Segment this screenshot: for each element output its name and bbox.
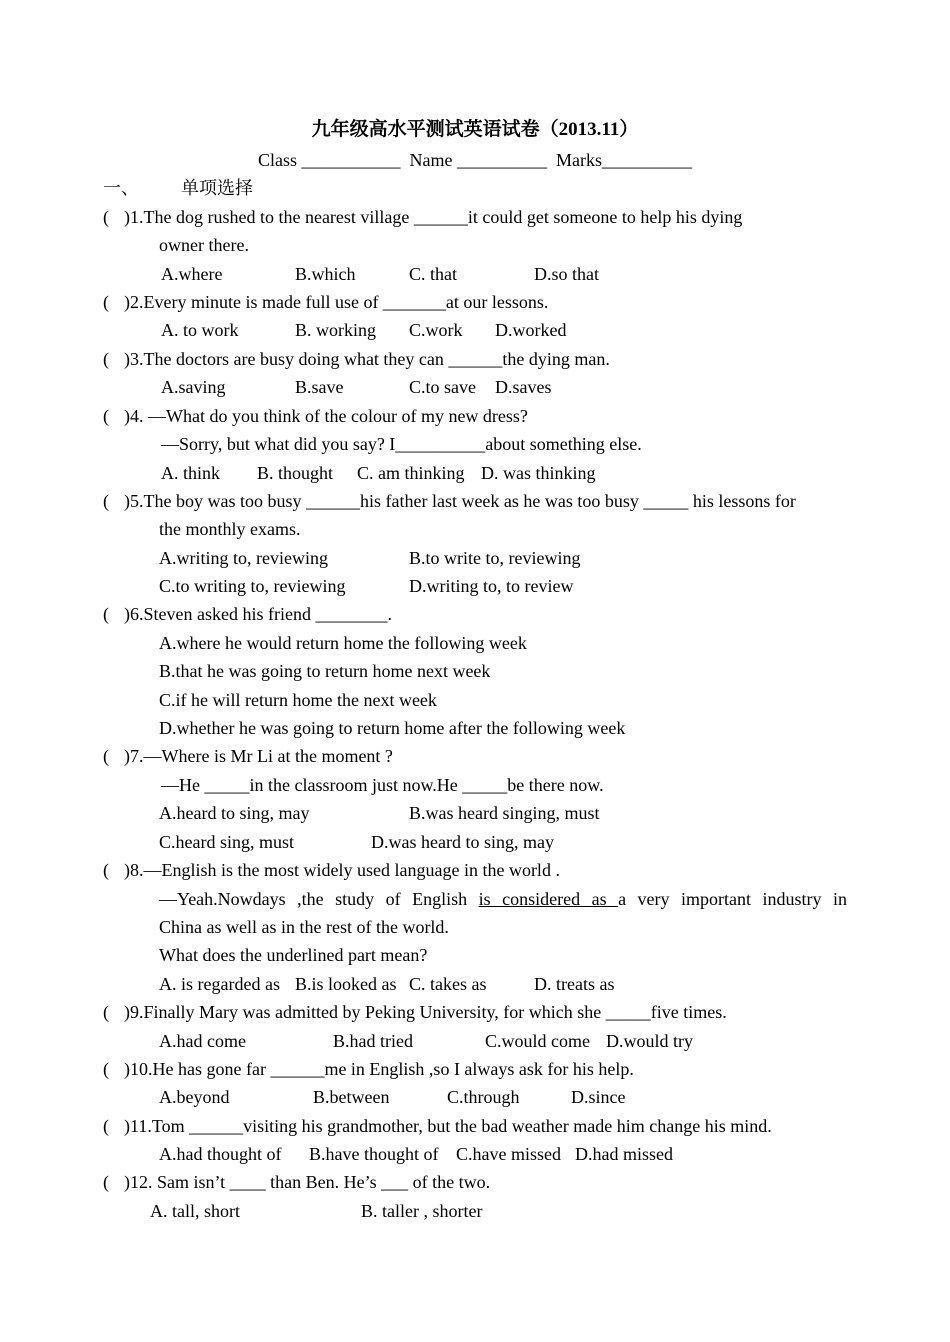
question-10-option-c: C.through bbox=[447, 1087, 520, 1107]
question-8-underlined-phrase: is considered as bbox=[478, 889, 619, 909]
question-2-option-b: B. working bbox=[295, 320, 376, 340]
answer-paren: ( bbox=[103, 207, 109, 227]
question-9-option-c: C.would come bbox=[485, 1031, 590, 1051]
question-6-option-d: D.whether he was going to return home after the following week bbox=[159, 718, 626, 738]
question-5-option-a: A.writing to, reviewing bbox=[159, 548, 328, 568]
question-1-option-d: D.so that bbox=[534, 264, 599, 284]
question-9-option-d: D.would try bbox=[606, 1031, 693, 1051]
question-2-option-a: A. to work bbox=[161, 320, 239, 340]
question-1-stem-cont: owner there. bbox=[159, 235, 249, 255]
question-8-option-d: D. treats as bbox=[534, 974, 615, 994]
question-5-option-b: B.to write to, reviewing bbox=[409, 548, 581, 568]
question-7-stem: )7.—Where is Mr Li at the moment ? bbox=[124, 746, 393, 766]
question-4-option-b: B. thought bbox=[257, 463, 334, 483]
question-8-dialog-post: a very important industry in bbox=[618, 889, 848, 909]
question-8-dialog-cont: China as well as in the rest of the world. bbox=[159, 917, 449, 937]
question-4-option-c: C. am thinking bbox=[357, 463, 465, 483]
question-8-dialog bbox=[159, 887, 847, 911]
answer-paren: ( bbox=[103, 491, 109, 511]
question-7-option-d: D.was heard to sing, may bbox=[371, 832, 554, 852]
question-9-option-b: B.had tried bbox=[333, 1031, 413, 1051]
question-1-stem: )1.The dog rushed to the nearest village ______it could get someone to help his dying bbox=[124, 207, 743, 227]
question-3-option-c: C.to save bbox=[409, 377, 476, 397]
question-6-option-c: C.if he will return home the next week bbox=[159, 690, 437, 710]
question-6-option-a: A.where he would return home the following week bbox=[159, 633, 527, 653]
question-10-stem: )10.He has gone far ______me in English ,so I always ask for his help. bbox=[124, 1059, 634, 1079]
question-2-option-d: D.worked bbox=[495, 320, 567, 340]
question-10-option-b: B.between bbox=[313, 1087, 390, 1107]
answer-paren: ( bbox=[103, 292, 109, 312]
question-5-stem-cont: the monthly exams. bbox=[159, 519, 301, 539]
question-11-option-b: B.have thought of bbox=[309, 1144, 439, 1164]
answer-paren: ( bbox=[103, 406, 109, 426]
question-8-option-c: C. takes as bbox=[409, 974, 487, 994]
question-5-option-c: C.to writing to, reviewing bbox=[159, 576, 346, 596]
page-title: 九年级高水平测试英语试卷（2013.11） bbox=[311, 119, 639, 140]
question-6-option-b: B.that he was going to return home next week bbox=[159, 661, 491, 681]
question-11-option-a: A.had thought of bbox=[159, 1144, 282, 1164]
question-8-option-b: B.is looked as bbox=[295, 974, 397, 994]
question-3-option-a: A.saving bbox=[161, 377, 226, 397]
answer-paren: ( bbox=[103, 1172, 109, 1192]
question-11-stem: )11.Tom ______visiting his grandmother, but the bad weather made him change his mind. bbox=[124, 1116, 772, 1136]
question-4-dialog: —Sorry, but what did you say? I__________about something else. bbox=[161, 434, 642, 454]
answer-paren: ( bbox=[103, 1116, 109, 1136]
question-12-option-a: A. tall, short bbox=[150, 1201, 240, 1221]
question-4-option-a: A. think bbox=[161, 463, 221, 483]
question-5-stem: )5.The boy was too busy ______his father last week as he was too busy _____ his lessons for bbox=[124, 491, 796, 511]
question-4-stem: )4. —What do you think of the colour of my new dress? bbox=[124, 406, 528, 426]
question-11-option-c: C.have missed bbox=[456, 1144, 561, 1164]
question-8-prompt: What does the underlined part mean? bbox=[159, 945, 428, 965]
student-info-line: Class ___________ Name __________ Marks__________ bbox=[258, 150, 692, 170]
question-1-option-a: A.where bbox=[161, 264, 223, 284]
question-6-stem: )6.Steven asked his friend ________. bbox=[124, 604, 392, 624]
section-number: 一、 bbox=[103, 178, 139, 198]
section-title: 单项选择 bbox=[181, 178, 253, 198]
question-5-option-d: D.writing to, to review bbox=[409, 576, 574, 596]
question-7-dialog: —He _____in the classroom just now.He _____be there now. bbox=[161, 775, 604, 795]
question-12-stem: )12. Sam isn’t ____ than Ben. He’s ___ of the two. bbox=[124, 1172, 491, 1192]
question-7-option-b: B.was heard singing, must bbox=[409, 803, 600, 823]
question-2-option-c: C.work bbox=[409, 320, 463, 340]
question-3-option-b: B.save bbox=[295, 377, 344, 397]
question-1-option-c: C. that bbox=[409, 264, 457, 284]
question-8-stem: )8.—English is the most widely used language in the world . bbox=[124, 860, 560, 880]
question-7-option-c: C.heard sing, must bbox=[159, 832, 294, 852]
question-10-option-a: A.beyond bbox=[159, 1087, 230, 1107]
question-9-stem: )9.Finally Mary was admitted by Peking University, for which she _____five times. bbox=[124, 1002, 727, 1022]
question-9-option-a: A.had come bbox=[159, 1031, 246, 1051]
answer-paren: ( bbox=[103, 1002, 109, 1022]
question-8-option-a: A. is regarded as bbox=[159, 974, 280, 994]
answer-paren: ( bbox=[103, 604, 109, 624]
answer-paren: ( bbox=[103, 746, 109, 766]
question-10-option-d: D.since bbox=[571, 1087, 626, 1107]
question-11-option-d: D.had missed bbox=[575, 1144, 673, 1164]
question-3-option-d: D.saves bbox=[495, 377, 552, 397]
answer-paren: ( bbox=[103, 1059, 109, 1079]
question-4-option-d: D. was thinking bbox=[481, 463, 596, 483]
question-2-stem: )2.Every minute is made full use of _______at our lessons. bbox=[124, 292, 549, 312]
question-1-option-b: B.which bbox=[295, 264, 356, 284]
question-3-stem: )3.The doctors are busy doing what they can ______the dying man. bbox=[124, 349, 610, 369]
question-8-dialog-pre: —Yeah.Nowdays ,the study of English bbox=[159, 889, 479, 909]
question-7-option-a: A.heard to sing, may bbox=[159, 803, 310, 823]
question-12-option-b: B. taller , shorter bbox=[361, 1201, 483, 1221]
answer-paren: ( bbox=[103, 860, 109, 880]
answer-paren: ( bbox=[103, 349, 109, 369]
